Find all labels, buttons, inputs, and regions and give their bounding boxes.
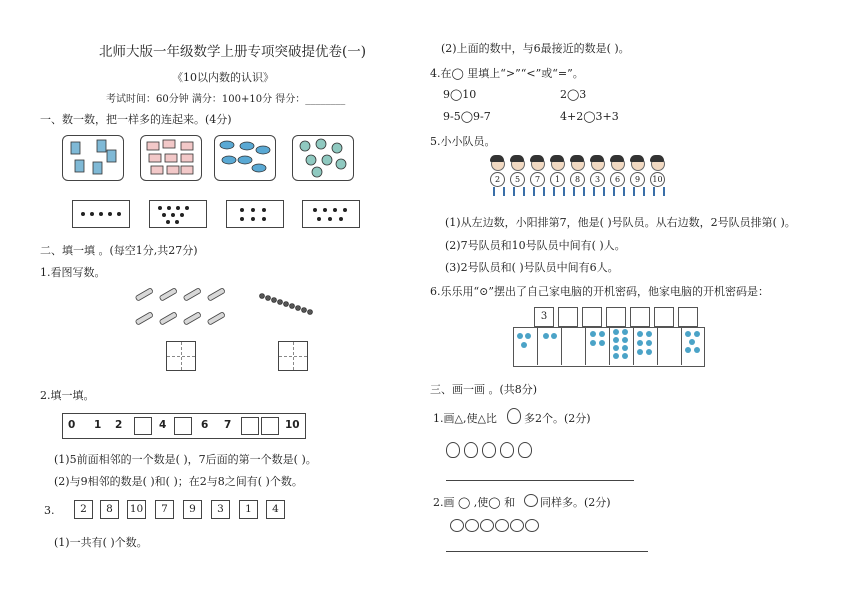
pear-icon xyxy=(507,408,521,424)
fish-image xyxy=(215,136,275,180)
dot-card-9[interactable] xyxy=(149,200,207,228)
team-kids-image xyxy=(490,157,680,205)
bones-image xyxy=(133,284,229,334)
section3-q2-post: 同样多。(2分) xyxy=(540,496,611,509)
ruler-blank-8[interactable] xyxy=(241,417,259,435)
picture-box-fish xyxy=(214,135,276,181)
dot-card-6[interactable] xyxy=(226,200,284,228)
q3-number-1: 2 xyxy=(74,500,93,519)
section2-q3-label: 3. xyxy=(44,504,55,517)
kid-2: 5 xyxy=(510,157,524,196)
q3-number-8: 4 xyxy=(266,500,285,519)
password-digit-1: 3 xyxy=(534,307,554,327)
ruler-num-10: 10 xyxy=(285,419,300,431)
password-blank-4[interactable] xyxy=(606,307,626,327)
q5-a: (1)从左边数，小阳排第7，他是( )号队员。从右边数，2号队员排第( )。 xyxy=(445,216,796,229)
apple-icon xyxy=(525,519,539,532)
pear-icon xyxy=(446,442,460,458)
number-ruler xyxy=(62,413,306,439)
picture-box-cakes xyxy=(140,135,202,181)
kid-7: 6 xyxy=(610,157,624,196)
page-subtitle: 《10以内数的认识》 xyxy=(172,71,274,84)
page-title: 北师大版一年级数学上册专项突破提优卷(一) xyxy=(99,44,367,60)
q3-number-6: 3 xyxy=(211,500,230,519)
kid-1: 2 xyxy=(490,157,504,196)
answer-box-beads[interactable] xyxy=(278,341,308,371)
ruler-num-7: 7 xyxy=(224,419,232,431)
bead-string-image xyxy=(256,290,316,320)
kid-3: 7 xyxy=(530,157,544,196)
pear-icon xyxy=(518,442,532,458)
pear-icon xyxy=(482,442,496,458)
apple-icon xyxy=(510,519,524,532)
q6-heading: 6.乐乐用“⊙”摆出了自己家电脑的开机密码，他家电脑的开机密码是： xyxy=(430,285,769,298)
q3-number-2: 8 xyxy=(100,500,119,519)
section3-heading: 三、画一画 。(共8分) xyxy=(430,383,538,396)
kid-6: 3 xyxy=(590,157,604,196)
section3-q2-pre: 2.画 ◯ ,使◯ 和 xyxy=(433,496,516,509)
password-blank-7[interactable] xyxy=(678,307,698,327)
password-blank-5[interactable] xyxy=(630,307,650,327)
picture-box-shells xyxy=(292,135,354,181)
answer-line-1[interactable] xyxy=(446,480,634,481)
section2-q1: 1.看图写数。 xyxy=(40,266,106,279)
kid-9: 10 xyxy=(650,157,664,196)
apple-icon xyxy=(524,494,538,507)
cakes-image xyxy=(141,136,201,180)
section2-q2a: (1)5前面相邻的一个数是( )，7后面的第一个数是( )。 xyxy=(54,453,317,466)
answer-line-2[interactable] xyxy=(446,551,648,552)
q3-number-5: 9 xyxy=(183,500,202,519)
ruler-num-0: 0 xyxy=(68,419,76,431)
cups-image xyxy=(63,136,123,180)
section1-heading: 一、数一数，把一样多的连起来。(4分) xyxy=(40,113,232,126)
apple-row xyxy=(450,518,540,534)
section2-heading: 二、填一填 。(每空1分,共27分) xyxy=(40,244,198,257)
q4-item-4[interactable]: 4+2◯3+3 xyxy=(560,110,619,123)
ruler-num-1: 1 xyxy=(94,419,102,431)
q5-c: (3)2号队员和( )号队员中间有6人。 xyxy=(445,261,619,274)
password-blank-3[interactable] xyxy=(582,307,602,327)
shells-image xyxy=(293,136,353,180)
q3-number-3: 10 xyxy=(127,500,146,519)
q5-heading: 5.小小队员。 xyxy=(430,135,496,148)
ruler-blank-9[interactable] xyxy=(261,417,279,435)
dot-card-7[interactable] xyxy=(302,200,360,228)
pear-icon xyxy=(464,442,478,458)
section2-q2: 2.填一填。 xyxy=(40,389,95,402)
ruler-blank-5[interactable] xyxy=(174,417,192,435)
q5-b: (2)7号队员和10号队员中间有( )人。 xyxy=(445,239,626,252)
password-grid xyxy=(513,307,705,367)
section2-q3a: (1)一共有( )个数。 xyxy=(54,536,148,549)
section2-q3b: (2)上面的数中，与6最接近的数是( )。 xyxy=(441,42,630,55)
kid-4: 1 xyxy=(550,157,564,196)
ruler-num-2: 2 xyxy=(115,419,123,431)
pear-icon xyxy=(500,442,514,458)
apple-icon xyxy=(450,519,464,532)
q4-item-1[interactable]: 9◯10 xyxy=(443,88,477,101)
kid-5: 8 xyxy=(570,157,584,196)
exam-info: 考试时间：60分钟 满分：100+10分 得分：________ xyxy=(106,94,346,105)
q3-number-7: 1 xyxy=(239,500,258,519)
q4-item-2[interactable]: 2◯3 xyxy=(560,88,587,101)
section3-q1-post: 多2个。(2分) xyxy=(524,412,591,425)
apple-icon xyxy=(480,519,494,532)
q4-heading: 4.在◯ 里填上“>”“<”或“=”。 xyxy=(430,67,584,80)
q3-number-4: 7 xyxy=(155,500,174,519)
section2-q2b: (2)与9相邻的数是( )和( )；在2与8之间有( )个数。 xyxy=(54,475,303,488)
ruler-blank-3[interactable] xyxy=(134,417,152,435)
answer-box-bones[interactable] xyxy=(166,341,196,371)
ruler-num-4: 4 xyxy=(159,419,167,431)
picture-box-cups xyxy=(62,135,124,181)
apple-icon xyxy=(465,519,479,532)
ruler-num-6: 6 xyxy=(201,419,209,431)
dot-card-5[interactable] xyxy=(72,200,130,228)
password-blank-2[interactable] xyxy=(558,307,578,327)
section3-q1-pre: 1.画△,使△比 xyxy=(433,412,497,425)
password-blank-6[interactable] xyxy=(654,307,674,327)
apple-icon xyxy=(495,519,509,532)
kid-8: 9 xyxy=(630,157,644,196)
q4-item-3[interactable]: 9-5◯9-7 xyxy=(443,110,491,123)
pear-row xyxy=(446,440,546,460)
